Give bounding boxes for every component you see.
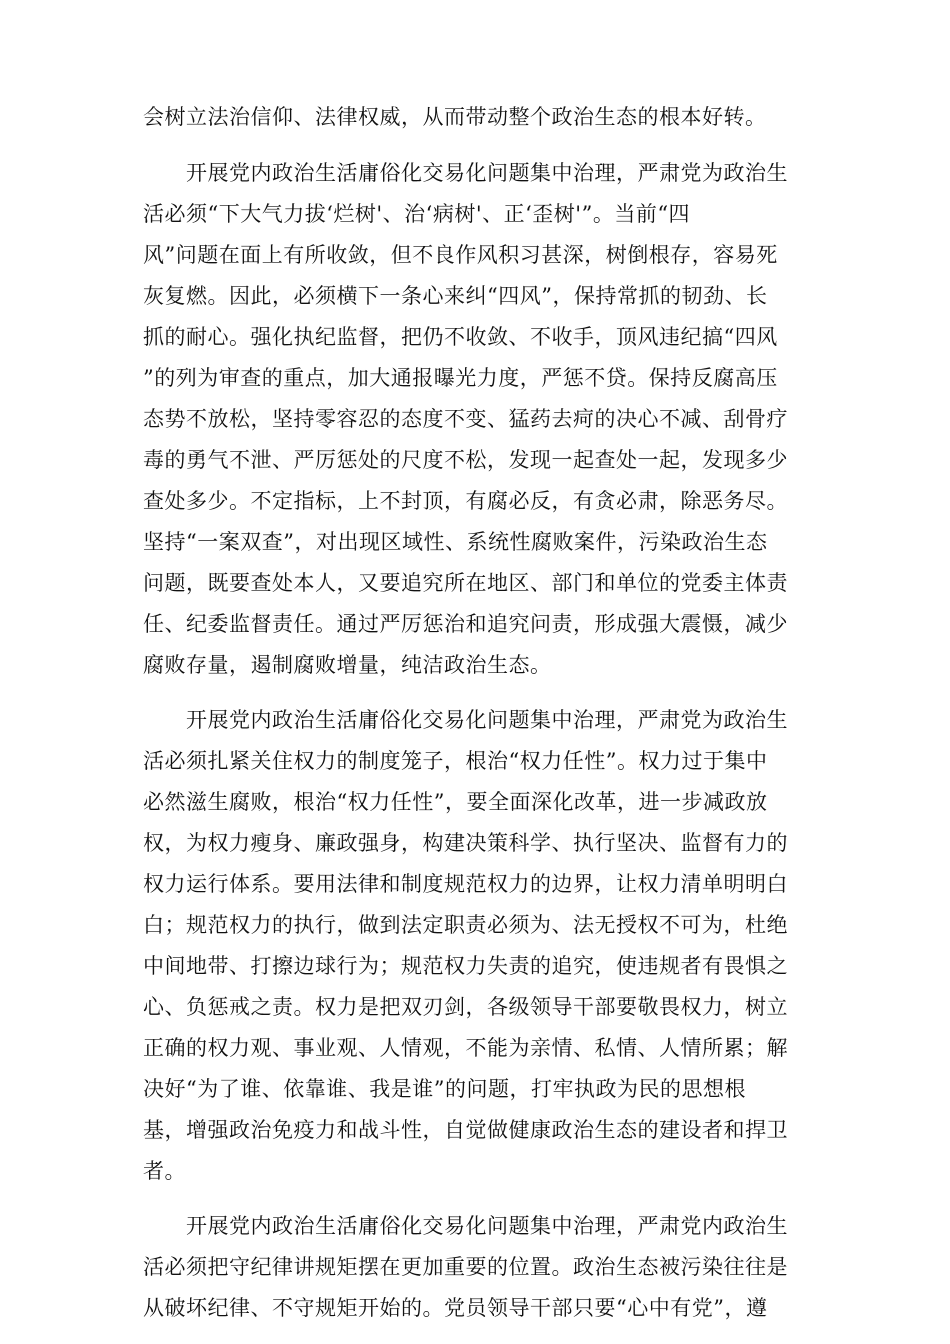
text-line: 心、负惩戒之责。权力是把双刃剑，各级领导干部要敬畏权力，树立 [143, 995, 788, 1019]
text-line: 查处多少。不定指标，上不封顶，有腐必反，有贪必肃，除恶务尽。 [143, 489, 788, 513]
text-line: 态势不放松，坚持零容忍的态度不变、猛药去疴的决心不减、刮骨疗 [143, 407, 788, 431]
text-line: 腐败存量，遏制腐败增量，纯洁政治生态。 [143, 653, 552, 677]
text-line: 活必须扎紧关住权力的制度笼子，根治“权力任性”。权力过于集中 [143, 749, 768, 773]
text-line: 风”问题在面上有所收敛，但不良作风积习甚深，树倒根存，容易死 [143, 243, 778, 267]
text-line: 白；规范权力的执行，做到法定职责必须为、法无授权不可为，杜绝 [143, 913, 788, 937]
text-line: 者。 [143, 1159, 186, 1183]
text-line: 基，增强政治免疫力和战斗性，自觉做健康政治生态的建设者和捍卫 [143, 1118, 788, 1142]
text-line: 中间地带、打擦边球行为；规范权力失责的追究，使违规者有畏惧之 [143, 954, 788, 978]
text-line: 抓的耐心。强化执纪监督，把仍不收敛、不收手，顶风违纪搞“四风 [143, 325, 778, 349]
text-line: 会树立法治信仰、法律权威，从而带动整个政治生态的根本好转。 [143, 105, 767, 129]
paragraph-first-line: 开展党内政治生活庸俗化交易化问题集中治理，严肃党为政治生 [186, 708, 788, 732]
text-line: 活必须“下大气力拔‘烂树'、治‘病树'、正‘歪树'”。当前“四 [143, 202, 691, 226]
text-line: 权力运行体系。要用法律和制度规范权力的边界，让权力清单明明白 [143, 872, 788, 896]
text-line: 任、纪委监督责任。通过严厉惩治和追究问责，形成强大震慑，减少 [143, 612, 788, 636]
text-line: 问题，既要查处本人，又要追究所在地区、部门和单位的党委主体责 [143, 571, 788, 595]
text-line: 权，为权力瘦身、廉政强身，构建决策科学、执行坚决、监督有力的 [143, 831, 788, 855]
text-line: 从破坏纪律、不守规矩开始的。党员领导干部只要“心中有党”，遵 [143, 1296, 768, 1320]
text-line: 正确的权力观、事业观、人情观，不能为亲情、私情、人情所累；解 [143, 1036, 788, 1060]
text-line: 毒的勇气不泄、严厉惩处的尺度不松，发现一起查处一起，发现多少 [143, 448, 788, 472]
text-line: ”的列为审查的重点，加大通报曝光力度，严惩不贷。保持反腐高压 [143, 366, 778, 390]
text-line: 必然滋生腐败，根治“权力任性”，要全面深化改革，进一步减政放 [143, 790, 768, 814]
text-line: 坚持“一案双查”，对出现区域性、系统性腐败案件，污染政治生态 [143, 530, 768, 554]
text-line: 活必须把守纪律讲规矩摆在更加重要的位置。政治生态被污染往往是 [143, 1255, 788, 1279]
text-line: 灰复燃。因此，必须横下一条心来纠“四风”，保持常抓的韧劲、长 [143, 284, 768, 308]
paragraph-first-line: 开展党内政治生活庸俗化交易化问题集中治理，严肃党为政治生 [186, 161, 788, 185]
paragraph-first-line: 开展党内政治生活庸俗化交易化问题集中治理，严肃党内政治生 [186, 1214, 788, 1238]
text-line: 决好“为了谁、依靠谁、我是谁”的问题，打牢执政为民的思想根 [143, 1077, 746, 1101]
